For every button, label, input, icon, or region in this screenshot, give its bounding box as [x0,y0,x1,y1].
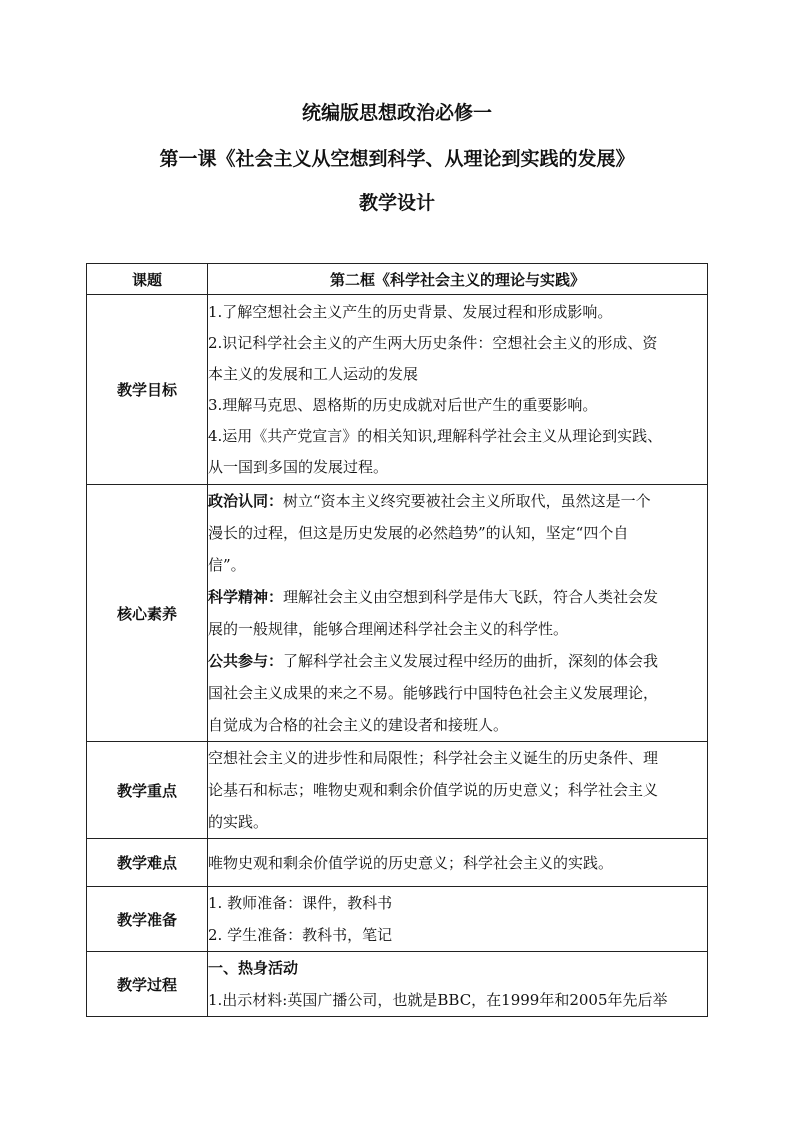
objectives-content [208,295,708,485]
literacy-line [208,485,707,517]
row-topic [87,264,708,295]
row-difficulties [87,839,708,887]
literacy-head-participation: 公共参与： [208,652,284,670]
key-points-content [208,742,708,839]
label-preparation: 教学准备 [87,887,208,952]
row-process [87,952,708,1017]
label-topic: 课题 [87,264,208,295]
literacy-line [208,581,707,613]
objective-line: 1.了解空想社会主义产生的历史背景、发展过程和形成影响。 [208,302,613,321]
row-preparation [87,887,708,952]
label-literacy: 核心素养 [87,485,208,742]
row-literacy [87,485,708,742]
label-difficulties: 教学难点 [87,839,208,887]
objective-line: 4.运用《共产党宣言》的相关知识,理解科学社会主义从理论到实践、 [208,426,663,445]
objective-line: 2.识记科学社会主义的产生两大历史条件：空想社会主义的形成、资 [208,333,658,352]
objective-line: 本主义的发展和工人运动的发展 [208,364,419,383]
label-objectives: 教学目标 [87,295,208,485]
topic-value: 第二框《科学社会主义的理论与实践》 [208,264,708,295]
label-key-points: 教学重点 [87,742,208,839]
row-objectives [87,295,708,485]
preparation-line: 1. 教师准备：课件，教科书 [208,894,393,912]
preparation-line: 2. 学生准备：教科书，笔记 [208,926,393,944]
process-content [208,952,708,1017]
process-line: 1.出示材料:英国广播公司，也就是BBC，在1999年和2005年先后举 [208,991,668,1009]
objective-line: 从一国到多国的发展过程。 [208,457,389,476]
literacy-head-political: 政治认同： [208,492,284,510]
literacy-line: 自觉成为合格的社会主义的建设者和接班人。 [208,716,509,734]
label-process: 教学过程 [87,952,208,1017]
literacy-line: 展的一般规律，能够合理阐述科学社会主义的科学性。 [208,620,569,638]
key-point-line: 的实践。 [208,813,269,831]
lesson-plan-table [86,263,708,1017]
literacy-line: 漫长的过程，但这是历史发展的必然趋势”的认知，坚定“四个自 [208,524,629,542]
title-line-2: 第一课《社会主义从空想到科学、从理论到实践的发展》 [159,148,635,170]
literacy-line: 国社会主义成果的来之不易。能够践行中国特色社会主义发展理论， [208,684,659,702]
process-heading: 一、热身活动 [208,959,299,977]
key-point-line: 空想社会主义的进步性和局限性；科学社会主义诞生的历史条件、理 [208,749,659,767]
difficulties-value: 唯物史观和剩余价值学说的历史意义；科学社会主义的实践。 [208,839,708,887]
literacy-content [208,485,708,742]
literacy-text: 树立“资本主义终究要被社会主义所取代，虽然这是一个 [283,492,651,510]
title-line-3: 教学设计 [358,192,435,214]
literacy-line: 信”。 [208,556,246,574]
key-point-line: 论基石和标志；唯物史观和剩余价值学说的历史意义；科学社会主义 [208,781,659,799]
literacy-line [208,645,707,677]
row-key-points [87,742,708,839]
objective-line: 3.理解马克思、恩格斯的历史成就对后世产生的重要影响。 [208,395,598,414]
literacy-text: 理解社会主义由空想到科学是伟大飞跃，符合人类社会发 [283,588,659,606]
literacy-head-science: 科学精神： [208,588,284,606]
preparation-content [208,887,708,952]
title-line-1: 统编版思想政治必修一 [301,102,492,124]
literacy-text: 了解科学社会主义发展过程中经历的曲折，深刻的体会我 [283,652,659,670]
